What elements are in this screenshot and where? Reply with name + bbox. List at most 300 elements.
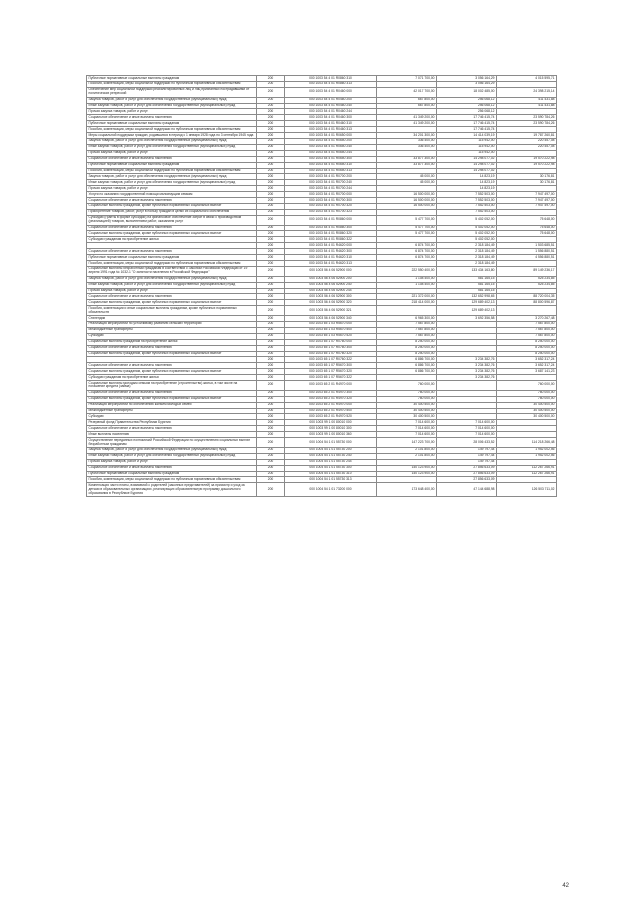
classification-code-cell: 000 1003 54 4 01 R0650 200 bbox=[285, 138, 377, 144]
item-name-cell: Публичные нормативные социальные выплаты гражданам bbox=[87, 121, 257, 127]
item-name-cell: Иные закупки товаров, работ и услуг для обеспечения государственных (муниципальных) нужд bbox=[87, 144, 257, 150]
classification-code-cell: 000 1004 54 1 01 55730 244 bbox=[285, 459, 377, 465]
item-name-cell: Обеспечение мер социальной поддержки реабилитированных лиц и лиц признанных пострадавшими от политических репрессий bbox=[87, 87, 257, 97]
executed-amount-cell: 3 234 382,76 bbox=[437, 369, 497, 375]
classification-code-cell: 000 1003 65 2 01 R4970 320 bbox=[285, 396, 377, 402]
unexecuted-amount-cell: 23 590 784,26 bbox=[497, 115, 557, 121]
line-code-cell: 200 bbox=[257, 174, 285, 180]
approved-amount-cell: 336 400,00 bbox=[377, 138, 437, 144]
item-name-cell: Социальные выплаты гражданам, кроме публичных нормативных социальных выплат bbox=[87, 351, 257, 357]
approved-amount-cell: 8 250 000,00 bbox=[377, 345, 437, 351]
approved-amount-cell: 6 886 700,00 bbox=[377, 357, 437, 363]
line-code-cell: 200 bbox=[257, 87, 285, 97]
unexecuted-amount-cell: 411 431,88 bbox=[497, 97, 557, 103]
executed-amount-cell: 7 014 600,00 bbox=[437, 432, 497, 438]
classification-code-cell: 000 1003 65 1 07 R5670 320 bbox=[285, 369, 377, 375]
classification-code-cell: 000 1004 54 1 01 55730 310 bbox=[285, 471, 377, 477]
item-name-cell: Иные выплаты населению bbox=[87, 432, 257, 438]
line-code-cell: 200 bbox=[257, 414, 285, 420]
classification-code-cell: 000 1003 54 4 01 R0860 320 bbox=[285, 231, 377, 237]
unexecuted-amount-cell: 19 570 222,98 bbox=[497, 162, 557, 168]
classification-code-cell: 000 1003 56 4 06 52900 240 bbox=[285, 282, 377, 288]
line-code-cell: 200 bbox=[257, 203, 285, 209]
unexecuted-amount-cell: 112 267 266,91 bbox=[497, 465, 557, 471]
classification-code-cell: 000 1004 54 1 01 55730 000 bbox=[285, 438, 377, 448]
line-code-cell: 200 bbox=[257, 209, 285, 215]
executed-amount-cell: 133 434 163,80 bbox=[437, 266, 497, 276]
executed-amount-cell: 27 856 633,09 bbox=[437, 471, 497, 477]
executed-amount-cell: 256 068,12 bbox=[437, 97, 497, 103]
item-name-cell: Социальные выплаты гражданам на приобретение жилья bbox=[87, 339, 257, 345]
classification-code-cell: 000 1003 65 2 01 R4970 000 bbox=[285, 381, 377, 391]
unexecuted-amount-cell: 3 270 267,48 bbox=[497, 316, 557, 322]
line-code-cell: 200 bbox=[257, 186, 285, 192]
approved-amount-cell: 7 014 600,00 bbox=[377, 432, 437, 438]
unexecuted-amount-cell: 23 590 784,26 bbox=[497, 121, 557, 127]
unexecuted-amount-cell bbox=[497, 306, 557, 316]
unexecuted-amount-cell: 4 015 595,71 bbox=[497, 76, 557, 82]
executed-amount-cell: 5 402 052,00 bbox=[437, 215, 497, 225]
item-name-cell: Приобретение товаров, работ, услуг в пользу граждан в целях их социального обеспечения bbox=[87, 209, 257, 215]
classification-code-cell: 000 1003 65 1 07 R5670 322 bbox=[285, 375, 377, 381]
item-name-cell: Социальное обеспечение и иные выплаты населению bbox=[87, 426, 257, 432]
approved-amount-cell: 2 101 800,00 bbox=[377, 453, 437, 459]
approved-amount-cell: 140 123 900,00 bbox=[377, 471, 437, 477]
item-name-cell: Социальные выплаты молодым семьям на приобретение (строительство) жилья, в том числе на погашение кредита (займа) bbox=[87, 381, 257, 391]
item-name-cell: Прочая закупка товаров, работ и услуг bbox=[87, 150, 257, 156]
executed-amount-cell: 7 552 503,00 bbox=[437, 198, 497, 204]
page-number: 42 bbox=[562, 883, 569, 889]
item-name-cell: Социальное обеспечение и иные выплаты населению bbox=[87, 115, 257, 121]
approved-amount-cell: 33 877 300,00 bbox=[377, 162, 437, 168]
item-name-cell: Прочая закупка товаров, работ и услуг bbox=[87, 186, 257, 192]
classification-code-cell: 000 1003 54 4 01 R0700 323 bbox=[285, 209, 377, 215]
approved-amount-cell: 8 250 000,00 bbox=[377, 351, 437, 357]
item-name-cell: Публичные нормативные социальные выплаты гражданам bbox=[87, 162, 257, 168]
line-code-cell: 200 bbox=[257, 306, 285, 316]
line-code-cell: 200 bbox=[257, 396, 285, 402]
approved-amount-cell: 7 014 600,00 bbox=[377, 426, 437, 432]
line-code-cell: 200 bbox=[257, 138, 285, 144]
executed-amount-cell: 2 318 184,49 bbox=[437, 261, 497, 267]
item-name-cell: Меры социальной поддержки граждан, родившихся в период с 1 января 1928 года по 3 сентября 1945 года bbox=[87, 133, 257, 139]
line-code-cell: 200 bbox=[257, 339, 285, 345]
executed-amount-cell: 17 746 415,74 bbox=[437, 121, 497, 127]
unexecuted-amount-cell: 7 567 800,00 bbox=[497, 321, 557, 327]
line-code-cell: 200 bbox=[257, 321, 285, 327]
approved-amount-cell: 7 567 800,00 bbox=[377, 321, 437, 327]
unexecuted-amount-cell: 19 787 260,81 bbox=[497, 133, 557, 139]
executed-amount-cell: 27 856 633,09 bbox=[437, 465, 497, 471]
classification-code-cell: 000 1003 65 2 01 R4970 000 bbox=[285, 402, 377, 408]
line-code-cell: 200 bbox=[257, 432, 285, 438]
line-code-cell: 200 bbox=[257, 369, 285, 375]
item-name-cell: Закупка товаров, работ и услуг для обеспечения государственных (муниципальных) нужд bbox=[87, 174, 257, 180]
line-code-cell: 200 bbox=[257, 215, 285, 225]
approved-amount-cell: 45 000,00 bbox=[377, 180, 437, 186]
line-code-cell: 200 bbox=[257, 109, 285, 115]
unexecuted-amount-cell: 114 218 266,48 bbox=[497, 438, 557, 448]
classification-code-cell: 000 1003 56 4 06 52900 000 bbox=[285, 266, 377, 276]
item-name-cell: Социальное обеспечение и иные выплаты населению bbox=[87, 390, 257, 396]
approved-amount-cell: 221 372 000,00 bbox=[377, 294, 437, 300]
line-code-cell: 200 bbox=[257, 471, 285, 477]
line-code-cell: 200 bbox=[257, 333, 285, 339]
line-code-cell: 200 bbox=[257, 390, 285, 396]
unexecuted-amount-cell: 75 648,00 bbox=[497, 215, 557, 225]
approved-amount-cell: 667 800,00 bbox=[377, 97, 437, 103]
approved-amount-cell: 760 000,00 bbox=[377, 381, 437, 391]
classification-code-cell: 000 1003 54 4 01 R0650 313 bbox=[285, 168, 377, 174]
unexecuted-amount-cell: 30 400 500,00 bbox=[497, 402, 557, 408]
item-name-cell: Прочая закупка товаров, работ и услуг bbox=[87, 459, 257, 465]
classification-code-cell: 000 1003 54 4 01 R4620 000 bbox=[285, 243, 377, 249]
item-name-cell: Социальные выплаты гражданам, кроме публичных нормативных социальных выплат bbox=[87, 300, 257, 306]
item-name-cell: Социальные выплаты гражданам, кроме публичных нормативных социальных выплат bbox=[87, 203, 257, 209]
line-code-cell: 200 bbox=[257, 426, 285, 432]
line-code-cell: 200 bbox=[257, 345, 285, 351]
item-name-cell: Социальное обеспечение и иные выплаты населению bbox=[87, 198, 257, 204]
line-code-cell: 200 bbox=[257, 351, 285, 357]
item-name-cell: Пособия, компенсации и иные социальные выплаты гражданам, кроме публичных нормативных обязательств bbox=[87, 306, 257, 316]
approved-amount-cell: 760 000,00 bbox=[377, 390, 437, 396]
item-name-cell: Иные закупки товаров, работ и услуг для обеспечения государственных (муниципальных) нужд bbox=[87, 282, 257, 288]
unexecuted-amount-cell: 88 800 596,87 bbox=[497, 300, 557, 306]
classification-code-cell: 000 1003 54 4 01 R0650 000 bbox=[285, 133, 377, 139]
executed-amount-cell: 47 144 688,98 bbox=[437, 483, 497, 497]
approved-amount-cell: 6 874 700,00 bbox=[377, 255, 437, 261]
unexecuted-amount-cell: 1 952 002,56 bbox=[497, 453, 557, 459]
executed-amount-cell: 2 318 184,49 bbox=[437, 243, 497, 249]
item-name-cell: Прочая закупка товаров, работ и услуг bbox=[87, 288, 257, 294]
line-code-cell: 200 bbox=[257, 255, 285, 261]
approved-amount-cell: 30 400 500,00 bbox=[377, 402, 437, 408]
line-code-cell: 200 bbox=[257, 327, 285, 333]
executed-amount-cell: 115 942,00 bbox=[437, 144, 497, 150]
line-code-cell: 200 bbox=[257, 453, 285, 459]
classification-code-cell: 000 1003 54 4 01 R0650 310 bbox=[285, 162, 377, 168]
line-code-cell: 200 bbox=[257, 357, 285, 363]
executed-amount-cell: 14 414 039,19 bbox=[437, 133, 497, 139]
executed-amount-cell: 256 068,12 bbox=[437, 103, 497, 109]
classification-code-cell: 000 1003 54 4 01 R0650 300 bbox=[285, 156, 377, 162]
executed-amount-cell: 2 318 184,49 bbox=[437, 255, 497, 261]
classification-code-cell: 000 1003 54 4 01 R0460 310 bbox=[285, 121, 377, 127]
line-code-cell: 200 bbox=[257, 249, 285, 255]
approved-amount-cell: 42 017 700,00 bbox=[377, 87, 437, 97]
executed-amount-cell: 256 068,12 bbox=[437, 109, 497, 115]
table-row bbox=[87, 438, 557, 448]
item-name-cell: Субсидии bbox=[87, 333, 257, 339]
approved-amount-cell: 16 500 000,00 bbox=[377, 198, 437, 204]
classification-code-cell: 000 1003 54 4 01 R4620 310 bbox=[285, 255, 377, 261]
line-code-cell: 200 bbox=[257, 408, 285, 414]
table-row bbox=[87, 266, 557, 276]
approved-amount-cell: 1 108 400,00 bbox=[377, 276, 437, 282]
classification-code-cell: 000 1003 56 4 06 52900 200 bbox=[285, 276, 377, 282]
approved-amount-cell: 6 886 700,00 bbox=[377, 369, 437, 375]
classification-code-cell: 000 1003 65 2 01 R4970 500 bbox=[285, 408, 377, 414]
item-name-cell: Субсидии (гранты в форме субсидий) на финансовое обеспечение затрат в связи с производством (реализацией) товаров, выполнением работ, оказанием услуг bbox=[87, 215, 257, 225]
executed-amount-cell: 5 402 052,00 bbox=[437, 237, 497, 243]
executed-amount-cell: 149 797,44 bbox=[437, 447, 497, 453]
line-code-cell: 200 bbox=[257, 477, 285, 483]
item-name-cell: Пособия, компенсации, меры социальной поддержки по публичным нормативным обязательствам bbox=[87, 81, 257, 87]
classification-code-cell: 000 1003 54 4 01 R0650 244 bbox=[285, 150, 377, 156]
approved-amount-cell: 336 400,00 bbox=[377, 144, 437, 150]
classification-code-cell: 000 1003 99 1 00 80010 360 bbox=[285, 432, 377, 438]
approved-amount-cell: 667 800,00 bbox=[377, 103, 437, 109]
classification-code-cell: 000 1003 54 4 01 R0700 200 bbox=[285, 174, 377, 180]
line-code-cell: 200 bbox=[257, 76, 285, 82]
approved-amount-cell: 41 349 200,00 bbox=[377, 115, 437, 121]
unexecuted-amount-cell: 30 400 500,00 bbox=[497, 408, 557, 414]
item-name-cell: Межбюджетные трансферты bbox=[87, 408, 257, 414]
unexecuted-amount-cell: 8 250 000,00 bbox=[497, 351, 557, 357]
executed-amount-cell bbox=[437, 381, 497, 391]
approved-amount-cell: 45 000,00 bbox=[377, 174, 437, 180]
classification-code-cell: 000 1004 54 1 01 55730 200 bbox=[285, 447, 377, 453]
item-name-cell: Социальное обеспечение и иные выплаты населению bbox=[87, 294, 257, 300]
line-code-cell: 200 bbox=[257, 225, 285, 231]
executed-amount-cell: 115 942,00 bbox=[437, 150, 497, 156]
classification-code-cell: 000 1004 54 1 01 55730 240 bbox=[285, 453, 377, 459]
item-name-cell: Субсидии гражданам на приобретение жилья bbox=[87, 375, 257, 381]
line-code-cell: 200 bbox=[257, 103, 285, 109]
line-code-cell: 200 bbox=[257, 192, 285, 198]
approved-amount-cell: 16 500 000,00 bbox=[377, 192, 437, 198]
item-name-cell: Закупка товаров, работ и услуг для обеспечения государственных (муниципальных) нужд bbox=[87, 138, 257, 144]
item-name-cell: Закупка товаров, работ и услуг для обеспечения государственных (муниципальных) нужд bbox=[87, 97, 257, 103]
line-code-cell: 200 bbox=[257, 162, 285, 168]
classification-code-cell: 000 1003 99 1 00 80010 300 bbox=[285, 426, 377, 432]
line-code-cell: 200 bbox=[257, 300, 285, 306]
item-name-cell: Стипендии bbox=[87, 316, 257, 322]
classification-code-cell: 000 1003 54 4 01 R4620 300 bbox=[285, 249, 377, 255]
line-code-cell: 200 bbox=[257, 381, 285, 391]
classification-code-cell: 000 1003 54 4 01 R0460 240 bbox=[285, 103, 377, 109]
approved-amount-cell: 6 874 700,00 bbox=[377, 243, 437, 249]
executed-amount-cell: 3 234 382,76 bbox=[437, 357, 497, 363]
unexecuted-amount-cell: 760 000,00 bbox=[497, 390, 557, 396]
classification-code-cell: 000 1003 56 4 06 52900 340 bbox=[285, 316, 377, 322]
approved-amount-cell: 7 071 700,00 bbox=[377, 76, 437, 82]
item-name-cell: Социальное обеспечение и иные выплаты населению bbox=[87, 249, 257, 255]
executed-amount-cell: 27 856 633,09 bbox=[437, 477, 497, 483]
unexecuted-amount-cell: 30 400 500,00 bbox=[497, 414, 557, 420]
line-code-cell: 200 bbox=[257, 276, 285, 282]
classification-code-cell: 000 1003 65 1 03 R5670 500 bbox=[285, 327, 377, 333]
executed-amount-cell: 5 402 052,00 bbox=[437, 225, 497, 231]
classification-code-cell: 000 1003 54 4 01 R0860 000 bbox=[285, 215, 377, 225]
item-name-cell: Пособия, компенсации, меры социальной поддержки по публичным нормативным обязательствам bbox=[87, 261, 257, 267]
classification-code-cell: 000 1003 54 4 01 R0460 244 bbox=[285, 109, 377, 115]
line-code-cell: 200 bbox=[257, 459, 285, 465]
item-name-cell: Иные закупки товаров, работ и услуг для обеспечения государственных (муниципальных) нужд bbox=[87, 453, 257, 459]
classification-code-cell: 000 1003 65 1 07 R0760 320 bbox=[285, 351, 377, 357]
line-code-cell: 200 bbox=[257, 198, 285, 204]
line-code-cell: 200 bbox=[257, 97, 285, 103]
approved-amount-cell: 218 414 000,00 bbox=[377, 300, 437, 306]
item-name-cell: Прочая закупка товаров, работ и услуг bbox=[87, 109, 257, 115]
unexecuted-amount-cell: 1 556 880,51 bbox=[497, 249, 557, 255]
approved-amount-cell: 5 477 700,00 bbox=[377, 225, 437, 231]
table-row bbox=[87, 87, 557, 97]
classification-code-cell: 000 1003 65 2 01 R4970 300 bbox=[285, 390, 377, 396]
item-name-cell: Субсидии bbox=[87, 414, 257, 420]
unexecuted-amount-cell: 126 503 711,02 bbox=[497, 483, 557, 497]
approved-amount-cell: 30 400 500,00 bbox=[377, 408, 437, 414]
executed-amount-cell: 7 552 503,00 bbox=[437, 209, 497, 215]
unexecuted-amount-cell: 30 176,81 bbox=[497, 174, 557, 180]
item-name-cell: Публичные нормативные социальные выплаты гражданам bbox=[87, 471, 257, 477]
item-name-cell: Услуги по оказанию государственной помощи малоимущим семьям bbox=[87, 192, 257, 198]
item-name-cell: Пособия, компенсации, меры социальной поддержки по публичным нормативным обязательствам bbox=[87, 477, 257, 483]
item-name-cell: Социальные выплаты гражданам, кроме публичных нормативных социальных выплат bbox=[87, 231, 257, 237]
unexecuted-amount-cell: 24 398 215,14 bbox=[497, 87, 557, 97]
item-name-cell: Социальное обеспечение и иные выплаты населению bbox=[87, 156, 257, 162]
classification-code-cell: 000 1003 65 1 07 R5670 300 bbox=[285, 363, 377, 369]
line-code-cell: 200 bbox=[257, 465, 285, 471]
classification-code-cell: 000 1003 54 4 01 R4620 313 bbox=[285, 261, 377, 267]
classification-code-cell: 000 1003 56 4 06 52900 321 bbox=[285, 306, 377, 316]
executed-amount-cell: 14 823,19 bbox=[437, 186, 497, 192]
classification-code-cell: 000 1003 65 1 07 R0760 000 bbox=[285, 339, 377, 345]
unexecuted-amount-cell: 7 947 497,00 bbox=[497, 198, 557, 204]
item-name-cell: Компенсация части платы, взимаемой с родителей (законных представителей) за присмотр и уход за детьми в образовательных организациях, реализующих образовательную программу дошкольного образования в Республике Бурятия bbox=[87, 483, 257, 497]
executed-amount-cell: 14 823,19 bbox=[437, 180, 497, 186]
item-name-cell: Осуществление переданных полномочий Российской Федерации по осуществлению социальных выплат безработным гражданам bbox=[87, 438, 257, 448]
line-code-cell: 200 bbox=[257, 288, 285, 294]
classification-code-cell: 000 1003 56 4 06 52900 320 bbox=[285, 300, 377, 306]
item-name-cell: Социальное обеспечение и иные выплаты населению bbox=[87, 345, 257, 351]
item-name-cell: Социальное обеспечение и иные выплаты населению bbox=[87, 225, 257, 231]
classification-code-cell: 000 1003 56 4 06 52900 244 bbox=[285, 288, 377, 294]
unexecuted-amount-cell: 75 648,00 bbox=[497, 225, 557, 231]
line-code-cell: 200 bbox=[257, 438, 285, 448]
item-name-cell: Социальные выплаты безработным гражданам в соответствии с Законом Российской Федерации от 19 апреля 1991 года № 1032-1 "О занятости населения в Российской Федерации" bbox=[87, 266, 257, 276]
approved-amount-cell: 41 349 200,00 bbox=[377, 121, 437, 127]
executed-amount-cell: 581 165,15 bbox=[437, 276, 497, 282]
classification-code-cell: 000 1003 54 4 01 R0700 320 bbox=[285, 203, 377, 209]
unexecuted-amount-cell: 760 000,00 bbox=[497, 396, 557, 402]
table-row bbox=[87, 215, 557, 225]
unexecuted-amount-cell: 30 176,81 bbox=[497, 180, 557, 186]
table-row bbox=[87, 306, 557, 316]
approved-amount-cell: 6 874 700,00 bbox=[377, 249, 437, 255]
unexecuted-amount-cell: 1 952 002,56 bbox=[497, 447, 557, 453]
table-row bbox=[87, 381, 557, 391]
executed-amount-cell: 14 298 077,02 bbox=[437, 156, 497, 162]
unexecuted-amount-cell: 8 250 000,00 bbox=[497, 339, 557, 345]
classification-code-cell: 000 1004 54 1 01 73200 000 bbox=[285, 483, 377, 497]
approved-amount-cell: 760 000,00 bbox=[377, 396, 437, 402]
classification-code-cell: 000 1003 65 1 07 R0760 322 bbox=[285, 357, 377, 363]
classification-code-cell: 000 1003 54 4 01 R0860 313 bbox=[285, 81, 377, 87]
unexecuted-amount-cell: 7 567 800,00 bbox=[497, 327, 557, 333]
item-name-cell: Закупка товаров, работ и услуг для обеспечения государственных (муниципальных) нужд bbox=[87, 276, 257, 282]
unexecuted-amount-cell: 220 457,08 bbox=[497, 144, 557, 150]
classification-code-cell: 000 1004 54 1 01 55730 300 bbox=[285, 465, 377, 471]
approved-amount-cell: 5 477 700,00 bbox=[377, 215, 437, 225]
executed-amount-cell: 17 746 415,74 bbox=[437, 127, 497, 133]
line-code-cell: 200 bbox=[257, 150, 285, 156]
item-name-cell: Резервный фонд Правительства Республики Бурятия bbox=[87, 420, 257, 426]
approved-amount-cell: 140 123 900,00 bbox=[377, 465, 437, 471]
executed-amount-cell: 3 692 356,58 bbox=[437, 316, 497, 322]
line-code-cell: 200 bbox=[257, 294, 285, 300]
unexecuted-amount-cell: 4 556 880,51 bbox=[497, 255, 557, 261]
line-code-cell: 200 bbox=[257, 261, 285, 267]
approved-amount-cell: 173 648 400,00 bbox=[377, 483, 437, 497]
classification-code-cell: 000 1003 65 1 03 R5670 520 bbox=[285, 333, 377, 339]
item-name-cell: Иные закупки товаров, работ и услуг для обеспечения государственных (муниципальных) нужд bbox=[87, 180, 257, 186]
classification-code-cell: 000 1003 56 4 06 52900 300 bbox=[285, 294, 377, 300]
classification-code-cell: 000 1003 54 4 01 R0700 240 bbox=[285, 180, 377, 186]
unexecuted-amount-cell: 1 503 685,51 bbox=[497, 243, 557, 249]
line-code-cell: 200 bbox=[257, 237, 285, 243]
executed-amount-cell: 2 318 184,49 bbox=[437, 249, 497, 255]
approved-amount-cell: 16 500 000,00 bbox=[377, 203, 437, 209]
line-code-cell: 200 bbox=[257, 133, 285, 139]
line-code-cell: 200 bbox=[257, 363, 285, 369]
classification-code-cell: 000 1003 54 4 01 R0700 300 bbox=[285, 198, 377, 204]
classification-code-cell: 000 1003 54 4 01 R0650 240 bbox=[285, 144, 377, 150]
classification-code-cell: 000 1003 99 1 00 80010 000 bbox=[285, 420, 377, 426]
executed-amount-cell: 581 165,15 bbox=[437, 288, 497, 294]
item-name-cell: Закупка товаров, работ и услуг для обеспечения государственных (муниципальных) нужд bbox=[87, 447, 257, 453]
classification-code-cell: 000 1003 54 4 01 R0860 322 bbox=[285, 237, 377, 243]
unexecuted-amount-cell: 525 234,85 bbox=[497, 282, 557, 288]
executed-amount-cell: 3 056 164,29 bbox=[437, 81, 497, 87]
approved-amount-cell: 6 886 700,00 bbox=[377, 363, 437, 369]
table-row bbox=[87, 483, 557, 497]
unexecuted-amount-cell: 7 947 497,00 bbox=[497, 203, 557, 209]
item-name-cell: Реализация мероприятий по обеспечению жильем молодых семей bbox=[87, 402, 257, 408]
classification-code-cell: 000 1003 54 4 01 R0860 300 bbox=[285, 225, 377, 231]
unexecuted-amount-cell: 3 652 317,24 bbox=[497, 357, 557, 363]
unexecuted-amount-cell: 88 720 004,35 bbox=[497, 294, 557, 300]
item-name-cell: Межбюджетные трансферты bbox=[87, 327, 257, 333]
executed-amount-cell: 129 689 402,13 bbox=[437, 300, 497, 306]
executed-amount-cell: 14 298 077,02 bbox=[437, 168, 497, 174]
approved-amount-cell: 2 101 800,00 bbox=[377, 447, 437, 453]
unexecuted-amount-cell: 760 000,00 bbox=[497, 381, 557, 391]
approved-amount-cell: 5 477 700,00 bbox=[377, 231, 437, 237]
table-body bbox=[87, 76, 557, 497]
classification-code-cell: 000 1003 54 4 01 R0460 313 bbox=[285, 127, 377, 133]
approved-amount-cell: 34 201 300,00 bbox=[377, 133, 437, 139]
approved-amount-cell: 7 014 600,00 bbox=[377, 420, 437, 426]
classification-code-cell: 000 1003 65 2 01 R4970 520 bbox=[285, 414, 377, 420]
classification-code-cell: 000 1003 65 1 03 R5670 000 bbox=[285, 321, 377, 327]
executed-amount-cell: 129 689 402,13 bbox=[437, 306, 497, 316]
unexecuted-amount-cell: 19 570 222,98 bbox=[497, 156, 557, 162]
executed-amount-cell: 18 002 485,00 bbox=[437, 87, 497, 97]
executed-amount-cell: 5 402 052,00 bbox=[437, 231, 497, 237]
line-code-cell: 200 bbox=[257, 402, 285, 408]
unexecuted-amount-cell: 3 652 317,24 bbox=[497, 363, 557, 369]
line-code-cell: 200 bbox=[257, 121, 285, 127]
line-code-cell: 200 bbox=[257, 231, 285, 237]
line-code-cell: 200 bbox=[257, 144, 285, 150]
unexecuted-amount-cell: 3 687 141,23 bbox=[497, 369, 557, 375]
item-name-cell: Пособия, компенсации, меры социальной поддержки по публичным нормативным обязательствам bbox=[87, 168, 257, 174]
executed-amount-cell: 581 165,15 bbox=[437, 282, 497, 288]
line-code-cell: 200 bbox=[257, 81, 285, 87]
line-code-cell: 200 bbox=[257, 282, 285, 288]
executed-amount-cell: 149 797,44 bbox=[437, 453, 497, 459]
